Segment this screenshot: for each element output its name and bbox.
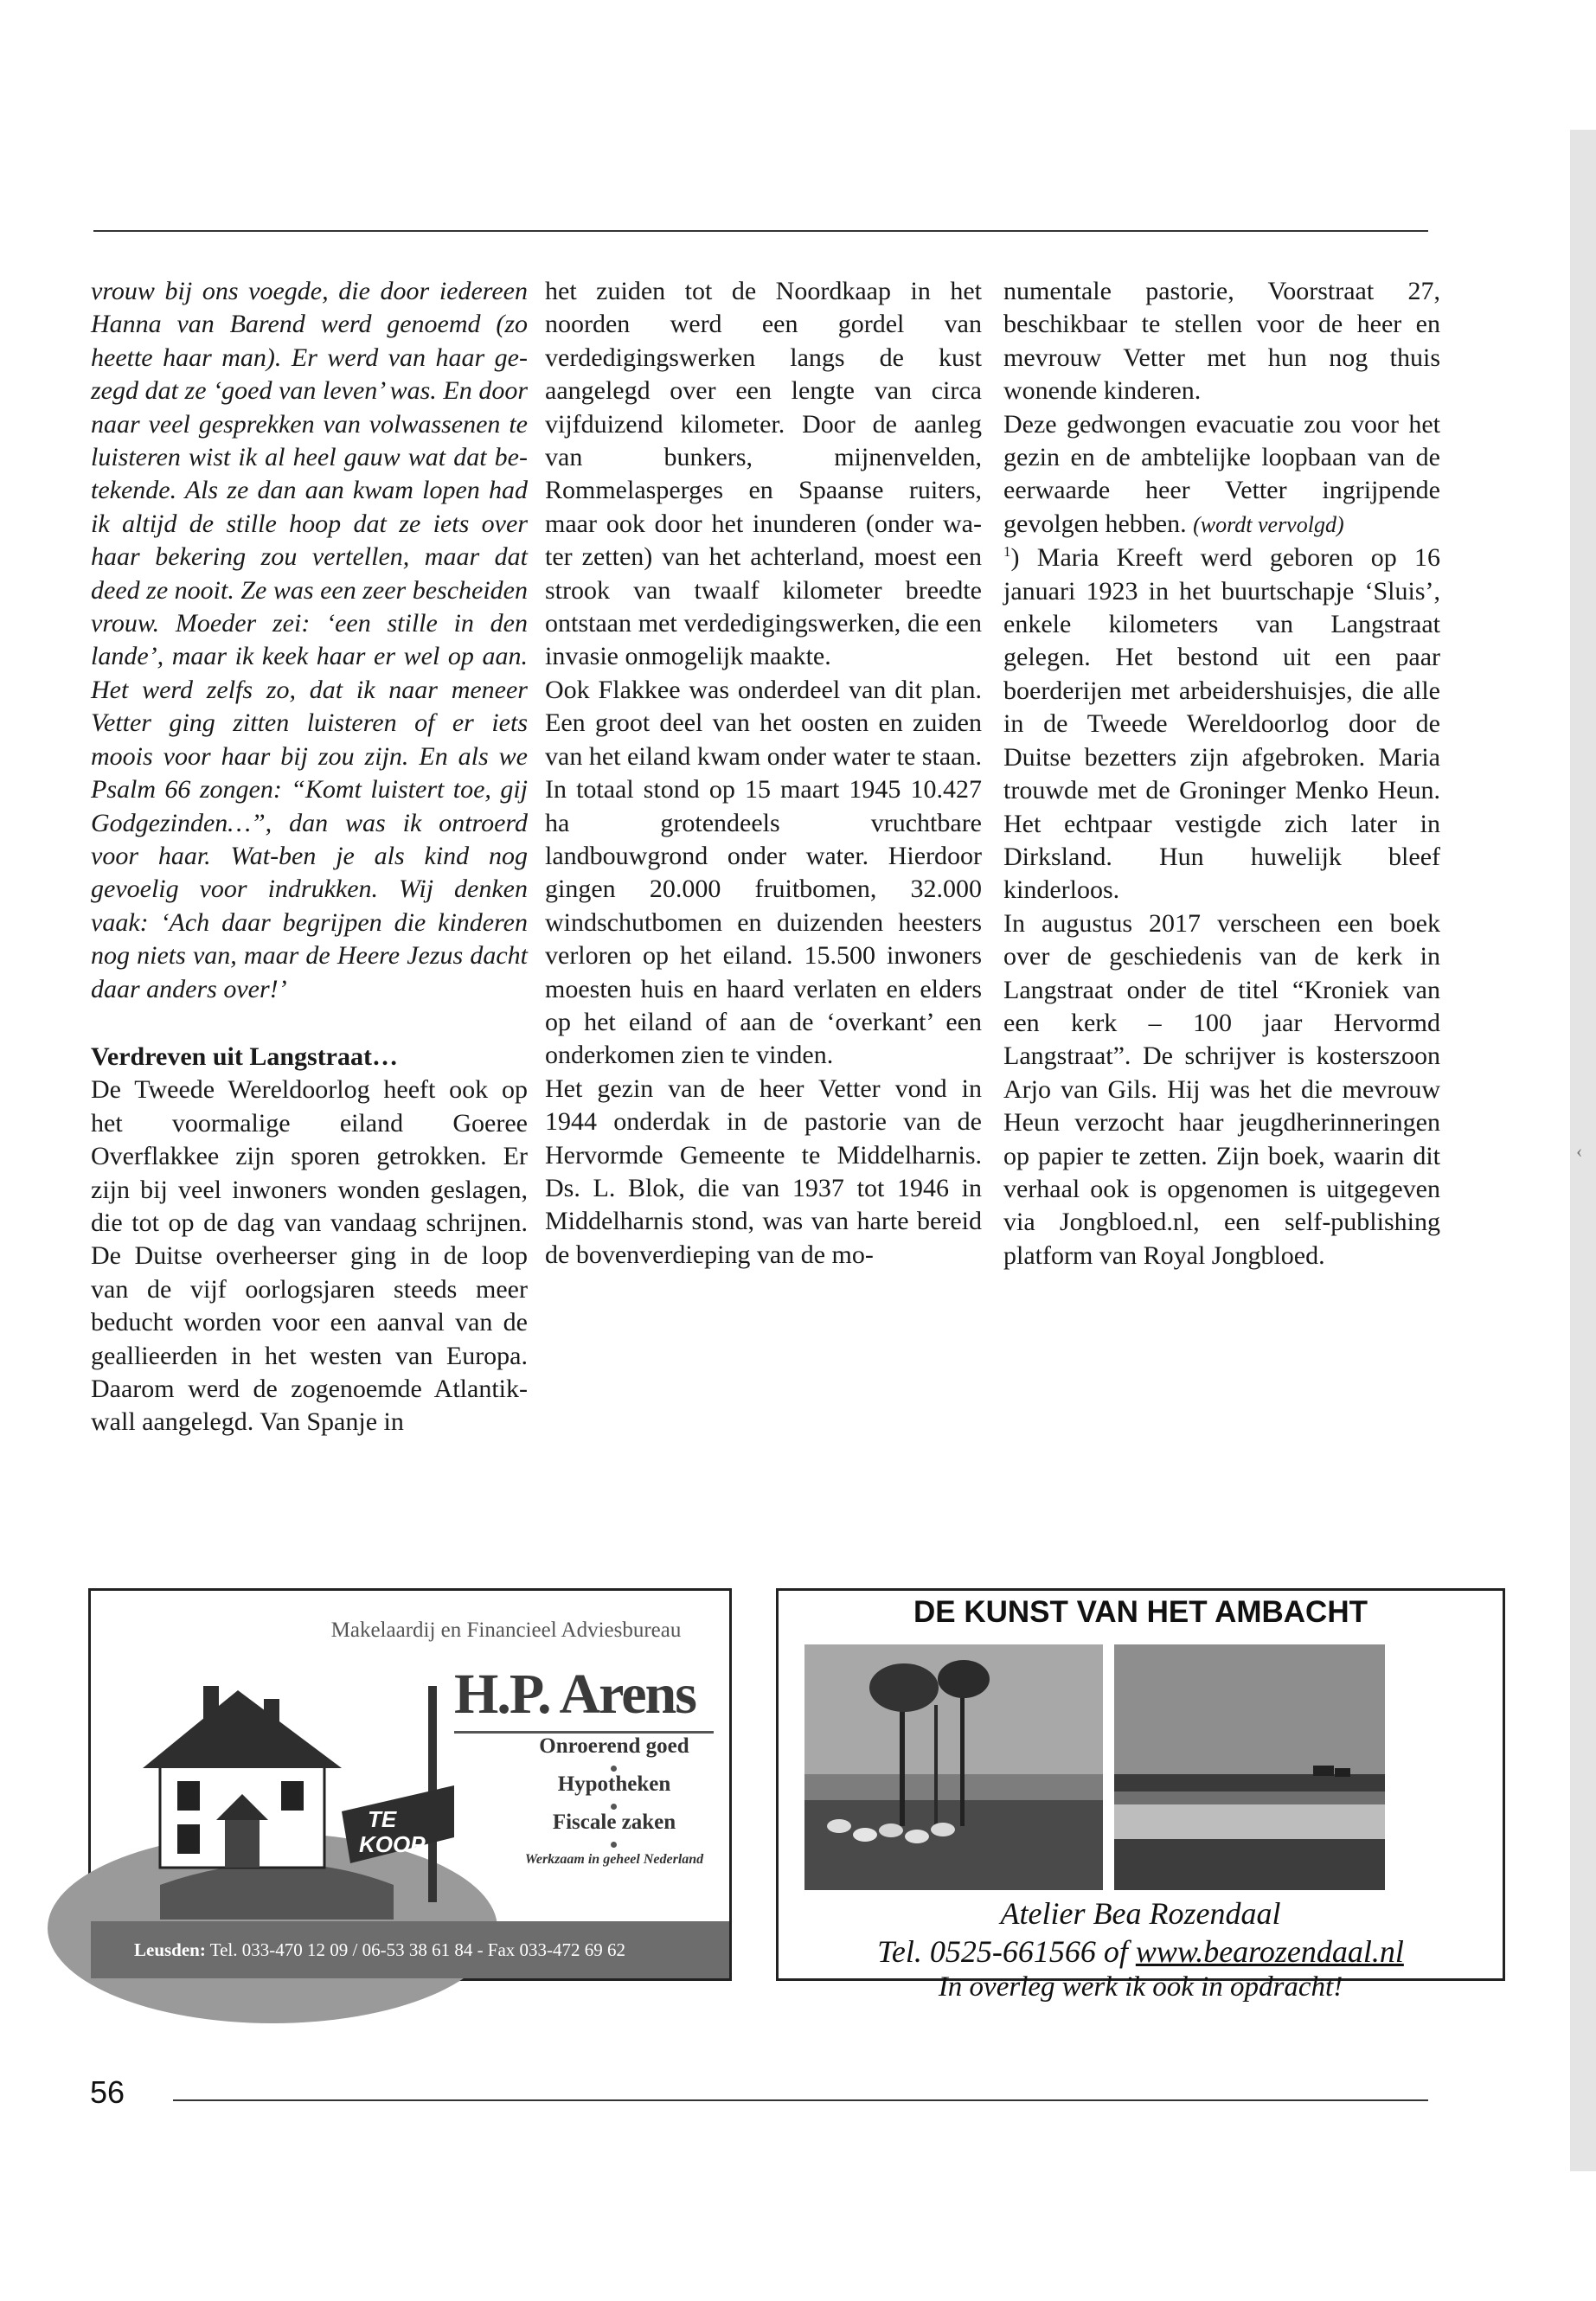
article-paragraph: De Tweede Wereldoorlog heeft ook op het voormalige eiland Goeree Overflakkee zijn sporen getrokken. Er zijn bij veel inwoners wonden geslagen, die tot op de dag van vandaag schrijnen. De Duitse overheerser ging in de loop van de vijf oorlogsjaren steeds meer beducht worden voor een aanval van de geallieerden in het westen van Europa. Daarom werd de zogenoemde Atlantikwall aangelegd. Van Spanje in bbox=[91, 1075, 528, 1437]
page-edge-mark: ‹ bbox=[1576, 1140, 1583, 1162]
bottom-rule bbox=[173, 2099, 1428, 2101]
service-bullet bbox=[611, 1842, 617, 1848]
article-column-1 bbox=[91, 275, 528, 1439]
service-bullet bbox=[611, 1804, 617, 1810]
sign-text-te: TE bbox=[368, 1806, 397, 1832]
ad-kunst-name: Atelier Bea Rozendaal bbox=[1000, 1896, 1281, 1931]
footer-contact: Tel. 033-470 12 09 / 06-53 38 61 84 - Fax 033-472 69 62 bbox=[205, 1939, 626, 1960]
top-rule bbox=[93, 230, 1428, 232]
footnote-marker: 1 bbox=[1003, 543, 1011, 561]
ad-kunst bbox=[776, 1588, 1505, 2003]
footer-city: Leusden: bbox=[134, 1939, 206, 1960]
article-paragraph: numentale pastorie, Voorstraat 27, beschikbaar te stellen voor de heer en mevrouw Vetter met hun nog thuis wonende kinderen. bbox=[1003, 277, 1440, 406]
service-item: Onroerend goed bbox=[539, 1734, 689, 1758]
page-edge-strip bbox=[1570, 130, 1596, 2171]
ad-arens-brand: H.P. Arens bbox=[454, 1663, 695, 1726]
service-item: Fiscale zaken bbox=[552, 1811, 676, 1834]
ad-arens-footer bbox=[91, 1921, 729, 1978]
article-column-2 bbox=[545, 275, 982, 1272]
article-paragraph: In augustus 2017 verscheen een boek over de geschiedenis van de kerk in Langstraat onder de titel “Kroniek van een kerk – 100 jaar Hervormd Langstraat”. De schrijver is kosterszoon Arjo van Gils. Hij was het die mevrouw Heun verzocht haar jeugdherinneringen op papier te zetten. Zijn boek, waarin dit verhaal ook is opgenomen is uitgegeven via Jongbloed.nl, een self-publishing platform van Royal Jongbloed. bbox=[1003, 908, 1440, 1270]
continued-note: (wordt vervolgd) bbox=[1193, 511, 1344, 537]
service-item: Hypotheken bbox=[557, 1772, 671, 1796]
page-number: 56 bbox=[90, 2074, 125, 2110]
memoir-paragraph: vrouw bij ons voegde, die door iedereen Hanna van Barend werd genoemd (zo heette haar man). Er werd van haar gezegd dat ze ‘goed van leven’ was. En door naar veel gesprekken van volwassenen te luisteren wist ik al heel gauw wat dat betekende. Als ze dan aan kwam lopen had ik altijd de stille hoop dat ze iets over haar bekering zou vertellen, maar dat deed ze nooit. Ze was een zeer bescheiden vrouw. Moeder zei: ‘een stille in den lande’, maar ik keek haar er wel op aan. Het werd zelfs zo, dat ik naar meneer Vetter ging zitten luisteren of er iets moois voor haar bij zou zijn. En als we Psalm 66 zongen: “Komt luistert toe, gij Godgezinden…”, dan was ik ontroerd voor haar. Wat-ben je als kind nog gevoelig voor indrukken. Wij denken vaak: ‘Ach daar begrijpen die kinderen nog niets van, maar de Heere Jezus dacht daar anders over!’ bbox=[91, 277, 528, 1003]
ad-arens-tagline: Werkzaam in geheel Nederland bbox=[524, 1852, 704, 1867]
article-paragraph: het zuiden tot de Noordkaap in het noorden werd een gordel van verdedigingswerken langs de kust aangelegd over een lengte van circa vijfduizend kilometer. Door de aanleg van bunkers, mijnenvelden, Rommelasperges en Spaanse ruiters, maar ook door het inunderen (onder water zetten) van het achterland, moest een strook van twaalf kilometer breedte ontstaan met verdedigingswerken, die een invasie onmogelijk maakte. bbox=[545, 277, 982, 671]
painting-polder-cows bbox=[1114, 1644, 1385, 1890]
article-paragraph-with-continuation bbox=[1003, 408, 1440, 542]
ad-kunst-title: DE KUNST VAN HET AMBACHT bbox=[913, 1595, 1368, 1629]
ad-kunst-note: In overleg werk ik ook in opdracht! bbox=[938, 1971, 1343, 2003]
footnote-text: ) Maria Kreeft werd geboren op 16 januari 1923 in het buurtschapje ‘Sluis’, enkele kilometers van Langstraat gelegen. Het bestond uit een paar boerderijen met arbeidershuisjes, die alle in de Tweede Wereldoorlog door de Duitse bezetters zijn afgebroken. Maria trouwde met de Groninger Menko Heun. Het echtpaar vestigde zich later in Dirksland. Hun huwelijk bleef kinderloos. bbox=[1003, 543, 1440, 905]
article-paragraph: Ook Flakkee was onderdeel van dit plan. Een groot deel van het oosten en zuiden van het eiland kwam onder water te staan. In totaal stond op 15 maart 1945 10.427 ha grotendeels vruchtbare landbouwgrond onder water. Hierdoor gingen 20.000 fruitbomen, 32.000 windschutbomen en duizenden heesters verloren op het eiland. 15.500 inwoners moesten huis en haard verlaten en elders op het eiland of aan de ‘overkant’ een onderkomen zien te vinden. bbox=[545, 675, 982, 1070]
ad-arens bbox=[88, 1588, 732, 1981]
service-bullet bbox=[611, 1766, 617, 1772]
footnote bbox=[1003, 542, 1440, 907]
painting-sheep-landscape bbox=[804, 1644, 1103, 1890]
article-paragraph: Het gezin van de heer Vetter vond in 1944 onderdak in de pastorie van de Hervormde Gemeente te Middelharnis. Ds. L. Blok, die van 1937 tot 1946 in Middelharnis stond, was van harte bereid de bovenverdieping van de mo- bbox=[545, 1074, 982, 1269]
ad-kunst-phone: Tel. 0525-661566 of bbox=[877, 1934, 1136, 1969]
ad-arens-subtitle: Makelaardij en Financieel Adviesbureau bbox=[330, 1618, 682, 1642]
ad-kunst-website-link[interactable]: www.bearozendaal.nl bbox=[1135, 1934, 1404, 1969]
article-paragraph-text: Deze gedwongen evacuatie zou voor het gezin en de ambtelijke loopbaan van de eerwaarde heer Vetter ingrijpende gevolgen hebben. bbox=[1003, 409, 1440, 538]
brand-underline bbox=[454, 1731, 714, 1734]
section-heading: Verdreven uit Langstraat… bbox=[91, 1042, 398, 1071]
article-column-3 bbox=[1003, 275, 1440, 1272]
ad-kunst-contact bbox=[779, 1933, 1503, 1970]
sign-text-koop: KOOP bbox=[359, 1831, 426, 1857]
